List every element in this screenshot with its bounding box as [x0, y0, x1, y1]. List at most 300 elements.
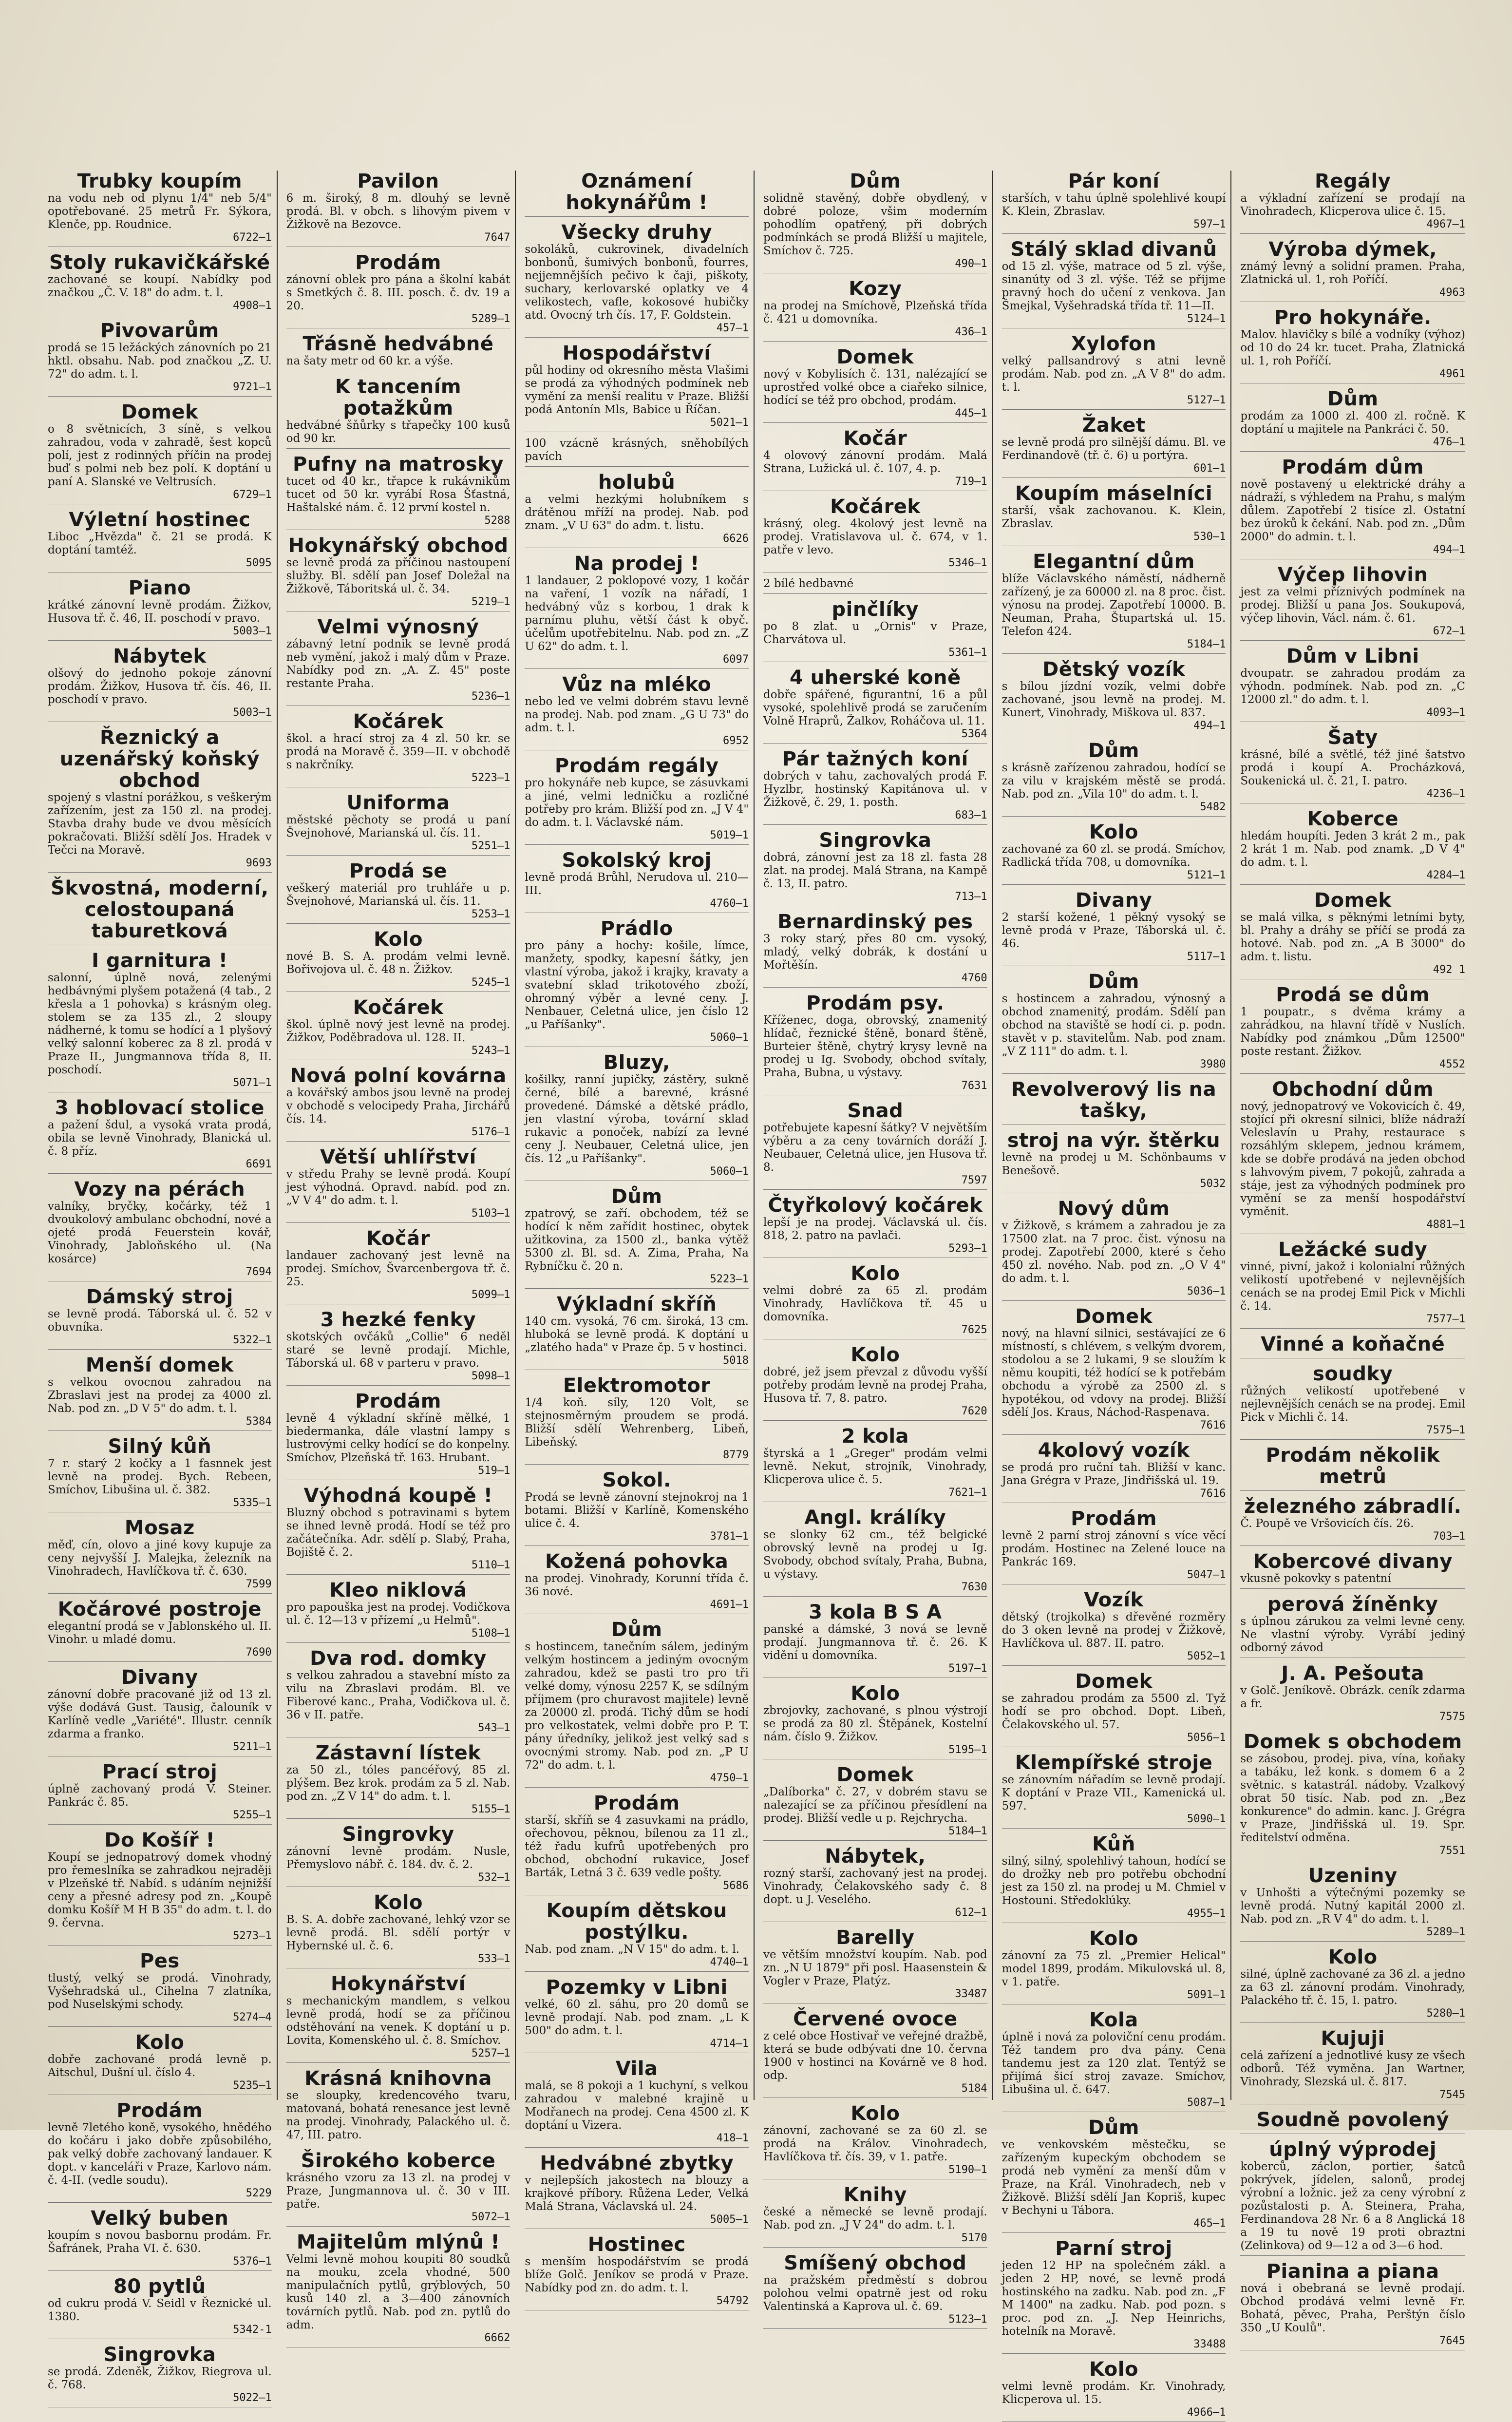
ad-reference-number: 4284—1: [1426, 869, 1465, 881]
classified-ad: [1002, 1928, 1226, 2004]
ad-body: 1 poupatr., s dvěma krámy a zahrádkou, na hlavní třídě v Nuslích. Nabídky pod známkou „Dům 12500" poste restant. Žižkov.: [1240, 1006, 1465, 1058]
ad-body: 140 cm. vysoká, 76 cm. široká, 13 cm. hluboká se levně prodá. K doptání u „zlatého hada" v Praze čp. 5 v hostinci.: [525, 1315, 749, 1354]
ad-title: 3 hoblovací stolice: [55, 1097, 265, 1119]
classified-ad: [286, 333, 510, 371]
classified-ad: [286, 1391, 510, 1480]
ad-title: Bluzy,: [603, 1051, 670, 1074]
classified-ad: [286, 2231, 510, 2347]
classified-ad: [763, 1426, 987, 1502]
classified-ad: [286, 929, 510, 992]
classified-ad: [525, 343, 749, 432]
ad-body: se levně prodá. Táborská ul. č. 52 v obuvníka.: [48, 1308, 272, 1334]
ad-body: s hostincem, tanečním sálem, jediným velkým hostincem a jediným ovocným zahradou, kdež se pasti tro pro tři velké domy, výnosu 2257 K, se sdílným příjmem (pro churavost majitele) levně za 20000 zl. prodá. Tichý dům se hodí pro velkostatek, velmi dobře pro P. T. pány úředníky, jelikož jest velký sad s ovocnými stromy. Nab. pod zn. „P U 72" do adm. t. l.: [525, 1640, 749, 1772]
ad-body: v nejlepších jakostech na blouzy a krajkové příbory. Růžena Leder, Velká Malá Strana, Václavská ul. 24.: [525, 2174, 749, 2213]
ad-reference-number: 7599: [246, 1578, 272, 1590]
ad-body: zachované se koupí. Nabídky pod značkou „Č. V. 18" do adm. t. l.: [48, 273, 272, 299]
ad-reference-number: 719—1: [955, 476, 987, 488]
ad-title: Vůz na mléko: [562, 673, 712, 696]
ad-title: Regály: [1314, 170, 1391, 192]
ad-reference-number: 4740—1: [710, 1956, 749, 1968]
ad-body: s úplnou zárukou za velmi levné ceny. Ne vlastní výroby. Vyrábí jediný odborný závod: [1240, 1615, 1465, 1654]
ad-title: Prodá se dům: [1276, 984, 1430, 1006]
ad-title: Kočárek: [353, 710, 444, 733]
ad-title: Barelly: [836, 1926, 915, 1949]
classified-ad: [286, 711, 510, 787]
ad-body: sokoláků, cukrovinek, divadelních bonbonů, šumivých bonbonů, fourres, nejjemnějších pečivo k čaji, piškoty, suchary, kerlovarské oplatky ve 4 velikostech, vafle, kokosové hubičky atd. Ovocný trh čís. 17, F. Goldstein.: [525, 243, 749, 322]
ad-reference-number: 5021—1: [710, 417, 749, 429]
classified-ad: [525, 1900, 749, 1972]
ad-title: Krásná knihovna: [304, 2067, 492, 2090]
ad-title: Kolo: [850, 2102, 900, 2125]
ad-title: Vila: [615, 2058, 658, 2080]
classified-ad: [1240, 646, 1465, 722]
classified-ad: [763, 830, 987, 906]
ad-reference-number: 4760—1: [710, 897, 749, 910]
ad-body: nová i obebraná se levně prodají. Obchod prodává velmi levně Fr. Bohatá, pěvec, Praha, Perštýn číslo 350 „U Koulů".: [1240, 2282, 1465, 2334]
ad-reference-number: 6729—1: [233, 489, 272, 501]
classified-ad: [1002, 333, 1226, 410]
ad-title: Hokynářství: [330, 1973, 466, 1995]
classified-ad: [286, 792, 510, 856]
ad-body: z celé obce Hostivař ve veřejné dražbě, která se bude odbývati dne 10. června 1900 v hostinci na Kovárně ve 8 hod. odp.: [763, 2030, 987, 2082]
ad-title: 4kolový vozík: [1038, 1439, 1190, 1462]
ad-body: Nab. pod znam. „N V 15" do adm. t. l.: [525, 1943, 739, 1956]
classified-ad: [48, 1436, 272, 1512]
ad-reference-number: 4093—1: [1426, 706, 1465, 719]
classified-ad: [763, 599, 987, 662]
ad-title: Pozemky v Libni: [546, 1976, 728, 1999]
classified-ad: [48, 401, 272, 504]
ad-reference-number: 703—1: [1433, 1530, 1465, 1543]
ad-title: Kožená pohovka: [545, 1550, 729, 1573]
ad-reference-number: 6662: [484, 2332, 510, 2344]
ad-body: v Golč. Jeníkově. Obrázk. ceník zdarma a fr.: [1240, 1684, 1465, 1710]
ad-reference-number: 543—1: [478, 1722, 510, 1734]
ad-body: zánovní za 75 zl. „Premier Helical" model 1899, prodám. Mikulovská ul. 8, v 1. patře.: [1002, 1949, 1226, 1988]
ad-reference-number: 4552: [1439, 1058, 1465, 1070]
ad-title: Prodám regály: [554, 755, 719, 777]
ad-title: Obchodní dům: [1272, 1078, 1434, 1101]
ad-body: od cukru prodá V. Seidl v Řeznické ul. 1380.: [48, 2297, 272, 2323]
ad-reference-number: 33488: [1193, 2338, 1226, 2350]
classified-ad: [763, 1195, 987, 1258]
ad-reference-number: 5090—1: [1187, 1813, 1226, 1825]
ad-title: Smíšený obchod: [784, 2252, 967, 2274]
classified-ad: [763, 748, 987, 825]
ad-reference-number: 4714—1: [710, 2038, 749, 2050]
classified-ad: [763, 1263, 987, 1339]
ad-title: Červené ovoce: [793, 2008, 958, 2030]
classified-ad: [525, 222, 749, 338]
ad-body: zachované za 60 zl. se prodá. Smíchov, Radlická třída 708, u domovníka.: [1002, 843, 1226, 869]
ad-body: a kovářský ambos jsou levně na prodej v obchodě s velocipedy Praha, Jirchářů čís. 14.: [286, 1087, 510, 1125]
ad-reference-number: 492 1: [1433, 964, 1465, 976]
classified-ad: [1002, 2117, 1226, 2233]
classified-ad: [1240, 1445, 1465, 1491]
classified-ad: [763, 992, 987, 1095]
classified-ad: [1240, 239, 1465, 302]
ad-title: Menší domek: [85, 1354, 234, 1376]
ad-title: Na prodej !: [574, 553, 699, 575]
ad-reference-number: 5289—1: [471, 313, 510, 325]
ad-reference-number: 5223—1: [471, 772, 510, 784]
classified-ad: [286, 616, 510, 706]
classified-ad: [763, 1927, 987, 2003]
ad-body: 3 roky starý, přes 80 cm. vysoký, mladý, velký dobrák, k dostání u Mořtěšín.: [763, 933, 987, 972]
classified-ad: [1002, 2359, 1226, 2422]
classified-ad: [48, 1761, 272, 1825]
ad-body: s velkou ovocnou zahradou na Zbraslavi jest na prodej za 4000 zl. Nab. pod zn. „D V 5" do adm. t. l.: [48, 1376, 272, 1415]
classified-ad: [48, 2100, 272, 2203]
ad-reference-number: 5243—1: [471, 1045, 510, 1057]
ad-body: dobrých v tahu, zachovalých prodá F. Hyzlbr, hostinský Kapitánova ul. v Žižkově, č. 29, 1. posth.: [763, 770, 987, 809]
ad-body: měď, cín, olovo a jiné kovy kupuje za ceny nejvyšší J. Malejka, železník na Vinohradech, Havlíčkova tř. č. 630.: [48, 1539, 272, 1578]
ad-reference-number: 5686: [723, 1880, 749, 1892]
ad-title: úplný výprodej: [1269, 2138, 1437, 2161]
ad-body: škol. úplně nový jest levně na prodej. Žižkov, Poděbradova ul. 128. II.: [286, 1018, 510, 1044]
ad-title: Majitelům mlýnů !: [296, 2231, 500, 2253]
ad-reference-number: 418—1: [716, 2132, 749, 2144]
ad-title: Kolo: [850, 1262, 900, 1285]
ad-reference-number: 5047—1: [1187, 1569, 1226, 1581]
ad-title: Dětský vozík: [1042, 658, 1185, 681]
ad-body: se levně prodá pro silnější dámu. Bl. ve Ferdinandově (tř. č. 6) u portýra.: [1002, 436, 1226, 462]
ad-title: Prodám: [1071, 1507, 1157, 1530]
ad-body: nové B. S. A. prodám velmi levně. Bořivojova ul. č. 48 n. Žižkov.: [286, 950, 510, 976]
classified-ad: [286, 171, 510, 247]
ad-title: Prodám: [593, 1792, 680, 1814]
ad-title: Ležácké sudy: [1278, 1239, 1428, 1261]
classified-ad: [1240, 1551, 1465, 1589]
classified-ad: [1002, 1198, 1226, 1301]
classified-ad: [1240, 2109, 1465, 2134]
ad-title: Trubky koupím: [77, 170, 242, 192]
ad-reference-number: 5155—1: [471, 1803, 510, 1815]
ad-title: Výletní hostinec: [69, 509, 251, 531]
classified-ad: [763, 2252, 987, 2329]
ad-title: Čtyřkolový kočárek: [768, 1194, 983, 1217]
ad-body: nebo led ve velmi dobrém stavu levně na prodej. Nab. pod znam. „G U 73" do adm. t. l.: [525, 695, 749, 734]
ad-body: se slonky 62 cm., též belgické obrovský levně na prodej u Ig. Svobody, obchod svítaly, Praha, Bubna, u výstavy.: [763, 1528, 987, 1581]
classified-ad: [286, 1742, 510, 1819]
ad-reference-number: 5103—1: [471, 1207, 510, 1220]
ad-reference-number: 5170: [961, 2232, 987, 2244]
classified-ad: [1240, 1079, 1465, 1234]
ad-title: Singrovka: [103, 2344, 216, 2366]
ad-reference-number: 601—1: [1193, 462, 1226, 475]
ad-title: Revolverový lis na tašky,: [1011, 1078, 1217, 1122]
ad-reference-number: 5121—1: [1187, 869, 1226, 881]
ad-reference-number: 4691—1: [710, 1599, 749, 1611]
ad-reference-number: 5108—1: [471, 1627, 510, 1640]
ad-reference-number: 4908—1: [233, 300, 272, 312]
classified-ad: [1240, 727, 1465, 803]
ad-title: železného zábradlí.: [1244, 1495, 1462, 1518]
classified-ad: [525, 850, 749, 913]
ad-reference-number: 5482: [1200, 801, 1226, 813]
ad-title: Kozy: [849, 278, 902, 300]
classified-ad: [763, 1683, 987, 1759]
ad-title: Hedvábné zbytky: [540, 2152, 734, 2174]
ad-title: Angl. králíky: [804, 1507, 946, 1529]
ad-reference-number: 7694: [246, 1266, 272, 1278]
ad-title: Žaket: [1082, 414, 1146, 437]
ad-body: na šaty metr od 60 kr. a výše.: [286, 355, 454, 367]
classified-ad: [763, 1344, 987, 1421]
ad-body: na prodej. Vinohrady, Korunní třída č. 36 nové.: [525, 1572, 749, 1598]
ad-reference-number: 7575—1: [1426, 1424, 1465, 1436]
ad-title: Pivovarům: [100, 320, 219, 342]
ad-title: Šaty: [1327, 726, 1378, 749]
ad-reference-number: 6097: [723, 653, 749, 666]
ad-body: Malov. hlavičky s bílé a vodníky (výhoz) od 10 do 24 kr. tucet. Praha, Zlatnická ul. 1, roh Poříčí.: [1240, 328, 1465, 367]
ad-body: 7 r. starý 2 kočky a 1 fasnnek jest levně na prodej. Bych. Rebeen, Smíchov, Libušina ul. č. 382.: [48, 1457, 272, 1496]
ad-title: Třásně hedvábné: [302, 333, 494, 355]
classified-ad: [763, 577, 987, 594]
ad-body: zánovní oblek pro pána a školní kabát s Smetkých č. 8. III. posch. č. dv. 19 a 20.: [286, 273, 510, 312]
ad-body: od 15 zl. výše, matrace od 5 zl. výše, sinanúty od 3 zl. výše. Též se přijme pravný hoch do učení z venkova. Jan Šmejkal, Vyšehradská třída tř. 11—II.: [1002, 260, 1226, 312]
classified-ad: [48, 1354, 272, 1431]
ad-body: prodá se 15 ležáckých zánovních po 21 hktl. obsahu. Nab. pod značkou „Z. U. 72" do adm. t. l.: [48, 342, 272, 381]
classified-ad: [1002, 171, 1226, 234]
ad-body: celá zařízení a jednotlivé kusy ze všech odborů. Též vyměna. Jan Wartner, Vinohrady, Slezská ul. č. 817.: [1240, 2049, 1465, 2088]
classified-ad: [1002, 551, 1226, 654]
classified-ad: [525, 1294, 749, 1370]
classified-ad: [1240, 1496, 1465, 1546]
ad-body: koberců, záclon, portier, šatců pokrývek, jídelen, salonů, prodej výrobní a ložnic. jež za ceny výrobní z pozůstalosti p. A. Steinera, Praha, Ferdinandova 28 Nr. 6 a 8 Anglická 18 a 19 tu nově 19 proti obraztni (Zelinkova) od 9—12 a od 3—6 hod.: [1240, 2160, 1465, 2252]
ad-body: košilky, ranní jupičky, zástěry, sukně černé, bílé a barevné, krásné provedené. Dámské a dětské prádlo, jen vlastní výroba, tovární sklad rukavic a ponoček, nabízí za levné ceny J. Neubauer, Celetná ulice, jen čís. 12 „u Paříšanky".: [525, 1073, 749, 1165]
ad-body: levně 2 parní stroj zánovní s více věcí prodám. Hostinec na Zelené louce na Pankrác 169.: [1002, 1529, 1226, 1568]
ad-reference-number: 5273—1: [233, 1930, 272, 1942]
ad-title: Dům: [1088, 2117, 1139, 2139]
ad-body: pro hokynáře neb kupce, se zásuvkami a jiné, velmi ledničku a rozličné potřeby pro krám. Bližší pod zn. „J V 4" do adm. t. l. Václavské nám.: [525, 777, 749, 829]
ad-body: s hostincem a zahradou, výnosný a obchod znamenitý, prodám. Sdělí pan obchod na staviště se hodí ci. p. podn. stavět v p. stavitelům. Nab. pod znam. „V Z 111" do adm. t. l.: [1002, 992, 1226, 1058]
classified-ad: [286, 860, 510, 924]
ad-reference-number: 7616: [1200, 1488, 1226, 1500]
classified-ad: [1002, 740, 1226, 817]
classified-ad: [286, 252, 510, 328]
ad-title: Kolo: [850, 1682, 900, 1705]
classified-ad: [286, 1973, 510, 2063]
ad-title: Elegantní dům: [1033, 551, 1195, 573]
ad-reference-number: 5255—1: [233, 1809, 272, 1821]
ad-body: starší, však zachovanou. K. Klein, Zbraslav.: [1002, 504, 1226, 530]
ad-reference-number: 5036—1: [1187, 1285, 1226, 1297]
ad-body: zánovní dobře pracované již od 13 zl. výše dodává Gust. Tausig, čalouník v Karlíně vedle „Variété". Illustr. cenník zdarma a franko.: [48, 1688, 272, 1740]
ad-reference-number: 5253—1: [471, 908, 510, 920]
classified-ad: [286, 1824, 510, 1887]
classified-ad: [1002, 821, 1226, 885]
ad-title: Domek: [1075, 1670, 1153, 1693]
classified-ad: [1002, 890, 1226, 966]
classified-ad: [525, 1186, 749, 1289]
ad-title: Hospodářství: [562, 342, 711, 364]
ad-body: škol. a hrací stroj za 4 zl. 50 kr. se prodá na Moravě č. 359—II. v obchodě s nakrčníky.: [286, 732, 510, 771]
ad-body: olšový do jednoho pokoje zánovní prodám. Žižkov, Husova tř. čís. 46, II. poschodí v pravo.: [48, 667, 272, 706]
ad-reference-number: 672—1: [1433, 625, 1465, 637]
ad-reference-number: 5197—1: [948, 1662, 987, 1675]
classified-ad: [1240, 984, 1465, 1074]
ad-body: tlustý, velký se prodá. Vinohrady, Vyšehradská ul., Cihelna 7 zlatníka, pod Nuselskými schody.: [48, 1972, 272, 2011]
ad-column-3: [520, 170, 755, 2307]
ad-reference-number: 5376—1: [233, 2255, 272, 2268]
ad-body: s krásně zařízenou zahradou, hodící se za vilu v krajském městě se prodá. Nab. pod zn. „Vila 10" do adm. t. l.: [1002, 762, 1226, 801]
ad-column-1: [43, 170, 278, 2404]
ad-body: landauer zachovaný jest levně na prodej. Smíchov, Švarcenbergova tř. č. 25.: [286, 1249, 510, 1288]
classified-ad: [763, 1100, 987, 1190]
ad-title: Prodám psy.: [806, 992, 945, 1014]
ad-body: 1/4 koň. síly, 120 Volt, se stejnosměrným proudem se prodá. Bližší sdělí Wehrenberg, Libeň, Libeňský.: [525, 1396, 749, 1449]
ad-title: 80 pytlů: [113, 2275, 206, 2298]
ad-body: valníky, bryčky, kočárky, též 1 dvoukolový ambulanc obchodní, nové a ojeté prodá Feuerstein kovář, Vinohrady, Jabloňského ul. (Na kosárce): [48, 1200, 272, 1265]
ad-body: za 50 zl., tóles pancéřový, 85 zl. plýšem. Bez krok. prodám za 5 zl. Nab. pod zn. „Z V 14" do adm. t. l.: [286, 1764, 510, 1803]
ad-body: krásné, bílé a světlé, též jiné šatstvo prodá i koupí A. Procházková, Soukenická ul. č. 21, I. patro.: [1240, 748, 1465, 787]
ad-body: hledám houpíti. Jeden 3 krát 2 m., pak 2 krát 1 m. Nab. pod znamk. „D V 4" do adm. t. l.: [1240, 830, 1465, 869]
classified-ad: [48, 950, 272, 1092]
ad-body: hedvábné šňůrky s třapečky 100 kusů od 90 kr.: [286, 419, 510, 445]
ad-reference-number: 5223—1: [710, 1273, 749, 1285]
ad-body: nový, jednopatrový ve Vokovicích č. 49, stojící při okresní silnici, blíže nádraží Veleslavín u Prahy, restaurace s rozsáhlým sklepem, jednou krámem, kde se dobře prodává na jeden obchod s lahvovým pivem, 7 pokojů, zahrada a stáje, jest za výhodných podmínek pro vymění se za menší hospodářství vyměnit.: [1240, 1100, 1465, 1218]
classified-ad: [525, 918, 749, 1047]
ad-body: rozný starší, zachovaný jest na prodej. Vinohrady, Čelakovského sady č. 8 dopt. u J. Veselého.: [763, 1867, 987, 1906]
ad-title: Kolo: [850, 1344, 900, 1366]
ad-body: velké, 60 zl. sáhu, pro 20 domů se levně prodají. Nab. pod znam. „L K 500" do adm. t. l.: [525, 1998, 749, 2037]
ad-reference-number: 7630: [961, 1581, 987, 1593]
classified-ad: [48, 1517, 272, 1594]
ad-body: silné, úplně zachované za 36 zl. a jedno za 63 zl. zánovní prodám. Vinohrady, Palackého tř. č. 15, I. patro.: [1240, 1968, 1465, 2007]
classified-ad: [1240, 1865, 1465, 1942]
ad-title: Kolo: [1328, 1946, 1378, 1968]
ad-body: krásného vzoru za 13 zl. na prodej v Praze, Jungmannova ul. č. 30 v III. patře.: [286, 2172, 510, 2211]
ad-title: Knihy: [843, 2184, 907, 2206]
ad-title: Kleo niklová: [329, 1579, 467, 1602]
ad-body: 100 vzácně krásných, sněhobílých pavích: [525, 437, 749, 463]
classified-ad: [1240, 2139, 1465, 2256]
classified-ad: [1002, 1752, 1226, 1829]
ad-title: Nová polní kovárna: [290, 1065, 507, 1087]
ad-title: Domek: [1314, 889, 1392, 912]
ad-body: a velmi hezkými holubníkem s drátěnou mříží na prodej. Nab. pod znam. „V U 63" do adm. t. listu.: [525, 493, 749, 532]
classified-ad: [48, 877, 272, 945]
ad-title: Singrovka: [819, 829, 932, 852]
ad-title: Singrovky: [342, 1823, 454, 1846]
ad-title: Piano: [128, 577, 191, 599]
ad-body: levně na prodej u M. Schönbaums v Benešově.: [1002, 1151, 1226, 1177]
classified-ad: [1002, 483, 1226, 546]
ad-body: jeden 12 HP na společném zákl. a jeden 2 HP, nové, se levně prodá hostinského na zadku. Nab. pod zn. „F M 1400" na zadku. Nab. pod pozn. s proc. pod zn. „J. Nep Heinrichs, hotelník na Moravě.: [1002, 2259, 1226, 2338]
ad-reference-number: 7616: [1200, 1419, 1226, 1431]
ad-body: dobrá, zánovní jest za 18 zl. fasta 28 zlat. na prodej. Malá Strana, na Kampě č. 13, II. patro.: [763, 851, 987, 890]
ad-body: známý levný a solidní pramen. Praha, Zlatnická ul. 1, roh Poříčí.: [1240, 260, 1465, 286]
ad-body: veškerý materiál pro truhláře u p. Švejnohové, Marianská ul. čís. 11.: [286, 882, 510, 908]
ad-body: na prodej na Smíchově, Plzeňská třída č. 421 u domovníka.: [763, 300, 987, 325]
ad-body: 2 bílé hedbavné: [763, 577, 854, 590]
ad-reference-number: 5176—1: [471, 1126, 510, 1138]
classified-ad: [286, 1485, 510, 1575]
ad-reference-number: 7631: [961, 1080, 987, 1092]
ad-reference-number: 7647: [484, 231, 510, 244]
classified-ad: [48, 171, 272, 247]
classified-ad: [525, 2234, 749, 2310]
ad-title: Do Košíř !: [104, 1829, 215, 1851]
ad-title: Výkladní skříň: [556, 1293, 717, 1316]
classified-ad: [763, 2008, 987, 2098]
classified-columns: [43, 170, 1470, 2419]
ad-reference-number: 5184: [961, 2082, 987, 2095]
classified-ad: [763, 1602, 987, 1678]
ad-body: starších, v tahu úplně spolehlivé koupí K. Klein, Zbraslav.: [1002, 192, 1226, 218]
ad-body: po 8 zlat. u „Ornis" v Praze, Charvátova ul.: [763, 620, 987, 646]
ad-title: Kočár: [843, 427, 907, 450]
ad-reference-number: 7597: [961, 1174, 987, 1186]
ad-title: Větší uhlířství: [320, 1146, 476, 1168]
ad-title: Xylofon: [1071, 333, 1156, 355]
ad-reference-number: 5274—4: [233, 2011, 272, 2023]
classified-ad: [286, 376, 510, 449]
ad-reference-number: 4881—1: [1426, 1219, 1465, 1231]
ad-title: perová žíněnky: [1267, 1593, 1438, 1616]
ad-reference-number: 6691: [246, 1158, 272, 1170]
ad-title: Koberce: [1307, 808, 1399, 830]
ad-reference-number: 3781—1: [710, 1530, 749, 1543]
ad-title: Sokolský kroj: [562, 849, 712, 872]
ad-reference-number: 5052—1: [1187, 1650, 1226, 1662]
ad-reference-number: 5124—1: [1187, 313, 1226, 325]
ad-reference-number: 5364: [961, 728, 987, 740]
ad-reference-number: 4966—1: [1187, 2406, 1226, 2419]
ad-title: Stoly rukavičkářské: [49, 251, 270, 274]
ad-reference-number: 445—1: [955, 407, 987, 420]
ad-title: Kobercové divany: [1253, 1550, 1453, 1573]
ad-reference-number: 5127—1: [1187, 394, 1226, 406]
ad-reference-number: 612—1: [955, 1907, 987, 1919]
ad-title: Kolo: [1089, 2358, 1138, 2381]
ad-title: Širokého koberce: [301, 2150, 496, 2172]
classified-ad: [1002, 415, 1226, 478]
ad-body: blíže Václavského náměstí, nádherně zařízený, je za 60000 zl. na 8 proc. čist. výnosu na prodej. Zapotřebí 10000. B. Neuman, Praha, Štupartská ul. 15. Telefon 424.: [1002, 572, 1226, 638]
ad-reference-number: 6952: [723, 735, 749, 747]
classified-ad: [525, 1551, 749, 1614]
ad-reference-number: 33487: [955, 1988, 987, 2000]
classified-ad: [525, 1793, 749, 1895]
classified-ad: [1240, 564, 1465, 641]
ad-title: Hokynářský obchod: [288, 534, 509, 557]
ad-reference-number: 494—1: [1433, 544, 1465, 556]
ad-reference-number: 7645: [1439, 2335, 1465, 2347]
classified-ad: [763, 428, 987, 491]
ad-title: Kočárové postroje: [57, 1598, 262, 1621]
ad-reference-number: 532—1: [478, 1871, 510, 1884]
ad-title: Prací stroj: [102, 1761, 218, 1783]
ad-title: Domek: [836, 1764, 914, 1786]
ad-reference-number: 5032: [1200, 1178, 1226, 1190]
ad-body: starší, skříň se 4 zasuvkami na prádlo, ořechovou, pěknou, bílenou za 11 zl., též řadu kufrů upotřebených pro obchod, obchodní rukavice, Josef Barták, Letná 3 č. 639 vedle pošty.: [525, 1814, 749, 1879]
ad-body: se sloupky, kredencového tvaru, matovaná, bohatá renesance jest levně na prodej. Vinohrady, Palackého ul. č. 47, III. patro.: [286, 2089, 510, 2141]
classified-ad: [48, 1599, 272, 1662]
ad-body: půl hodiny od okresního města Vlašimi se prodá za výhodných podmínek neb vymění za menší realitu v Praze. Bližší podá Antonín Mls, Babice u Říčan.: [525, 364, 749, 416]
classified-ad: [286, 2150, 510, 2227]
classified-ad: [286, 1648, 510, 1737]
ad-body: Liboc „Hvězda" č. 21 se prodá. K doptání tamtéž.: [48, 531, 272, 556]
ad-body: velmi dobré za 65 zl. prodám Vinohrady, Havlíčkova tř. 45 u domovníka.: [763, 1284, 987, 1323]
ad-body: zpatrový, se zaří. obchodem, též se hodící k něm zařídit hostinec, obytek užitkovina, za 1500 zl., banka výtěž 5300 zl. Bl. sd. A. Zima, Praha, Na Rybníčku č. 20 n.: [525, 1207, 749, 1273]
ad-body: malá, se 8 pokoji a 1 kuchyní, s velkou zahradou v malebné krajině u Modřanech na prodej. Cena 4500 zl. K doptání u Vizera.: [525, 2079, 749, 2132]
ad-title: Kůň: [1092, 1833, 1135, 1855]
ad-title: Zástavní lístek: [315, 1742, 481, 1764]
ad-reference-number: 5123—1: [948, 2313, 987, 2326]
classified-ad: [763, 278, 987, 342]
ad-body: pro pány a hochy: košile, límce, manžety, spodky, kapesní šátky, jen vlastní výroba, jakož i krajky, kravaty a svatební sklad trikotového zboží, ohromný výběr a levné ceny. J. Nenbauer, Celetná ulice, jen číslo 12 „u Paříšanky".: [525, 939, 749, 1031]
